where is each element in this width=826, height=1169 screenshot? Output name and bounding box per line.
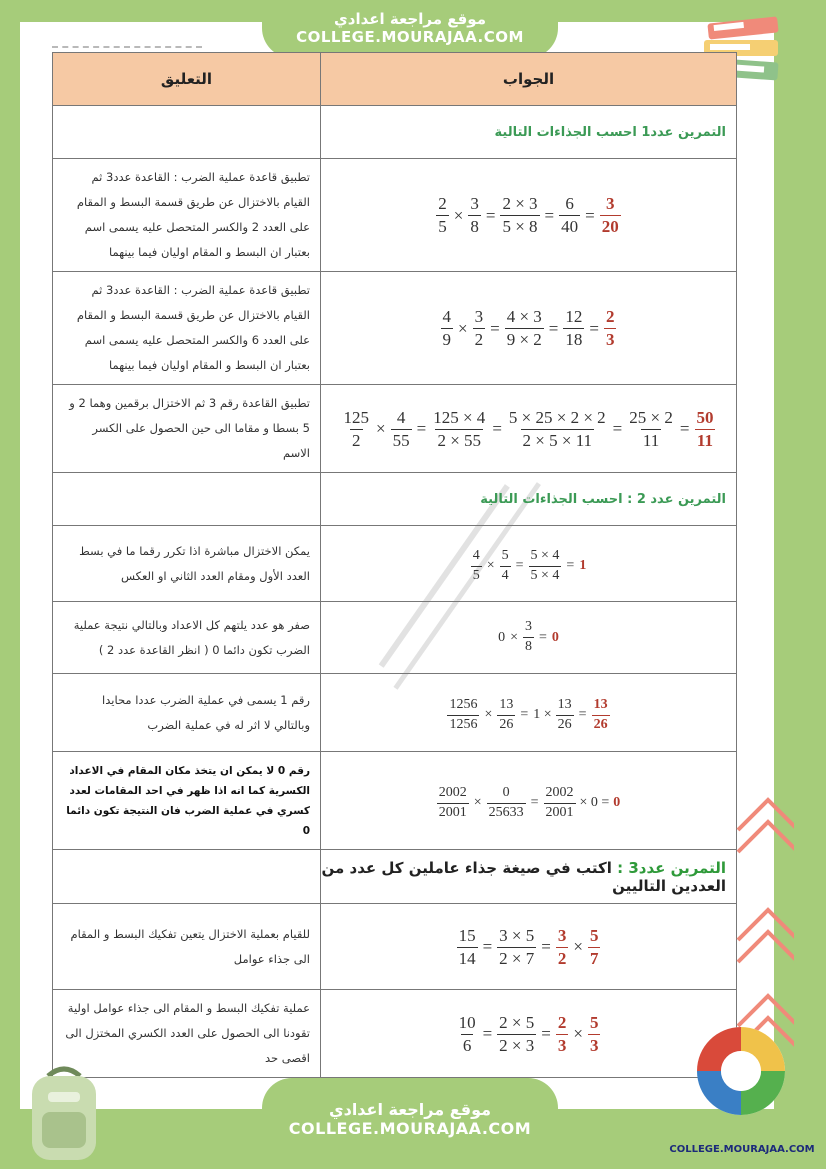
- site-domain-top[interactable]: COLLEGE.MOURAJAA.COM: [296, 28, 524, 46]
- note-row-4: يمكن الاختزال مباشرة اذا تكرر رقما ما في بسط العدد الأول ومقام العدد الثاني او العكس: [53, 526, 321, 602]
- exercise3-label: التمرين عدد3 :: [617, 858, 726, 877]
- note-row-5: صفر هو عدد يلتهم كل الاعداد وبالتالي نتيجة عملية الضرب تكون دائما 0 ( انظر القاعدة عدد 2 ): [53, 602, 321, 674]
- bottom-banner: [262, 1078, 558, 1169]
- exercise2-title: التمرين عدد 2 : احسب الجذاءات التالية: [321, 473, 737, 526]
- answer-row-8: $\frac{15}{14}$ = $\frac{3 \times 5}{2 \times 7}$ = $\frac{3}{2}$ × $\frac{5}{7}$: [321, 904, 737, 990]
- header-answer: الجواب: [321, 53, 737, 106]
- answer-row-3: $\frac{125}{2}$ × $\frac{4}{55}$ = $\frac{125 \times 4}{2 \times 55}$ = $\frac{5 \times 25 \times 2 \times 2}{2 \times 5 \times 11}$ = $\frac{25 \times 2}{11}$ = $\frac{50}{11}$: [321, 385, 737, 473]
- top-banner: [262, 0, 558, 58]
- backpack-icon: [18, 1062, 110, 1164]
- empty-cell: [53, 106, 321, 159]
- note-row-1: تطبيق قاعدة عملية الضرب : القاعدة عدد3 ثم القيام بالاختزال عن طريق قسمة البسط و المقام على العدد 2 والكسر المتحصل عليه يسمى اسم بعتبار ان البسط و المقام اوليان فيما بينهما: [53, 159, 321, 272]
- note-row-6: رقم 1 يسمى في عملية الضرب عددا محايدا وبالتالي لا اثر له في عملية الضرب: [53, 674, 321, 752]
- answer-row-4: $\frac{4}{5}$ × $\frac{5}{4}$ = $\frac{5 \times 4}{5 \times 4}$ = 1: [321, 526, 737, 602]
- exercise1-title: التمرين عدد1 احسب الجذاءات التالية: [321, 106, 737, 159]
- exercise3-text: اكتب في صيغة جذاء عاملين كل عدد من العددين التاليين: [321, 858, 726, 895]
- solutions-table: [52, 52, 737, 1078]
- site-domain-bottom[interactable]: COLLEGE.MOURAJAA.COM: [288, 1119, 532, 1138]
- header-note: التعليق: [53, 53, 321, 106]
- site-name-bottom: موقع مراجعة اعدادي: [328, 1100, 492, 1119]
- college-logo: [694, 1024, 788, 1136]
- answer-row-2: $\frac{4}{9}$ × $\frac{3}{2}$ = $\frac{4 \times 3}{9 \times 2}$ = $\frac{12}{18}$ = $\frac{2}{3}$: [321, 272, 737, 385]
- note-row-8: للقيام بعملية الاختزال يتعين تفكيك البسط و المقام الى جذاء عوامل: [53, 904, 321, 990]
- site-name-top: موقع مراجعة اعدادي: [334, 10, 486, 28]
- answer-row-6: $\frac{1256}{1256}$ × $\frac{13}{26}$ = 1 × $\frac{13}{26}$ = $\frac{13}{26}$: [321, 674, 737, 752]
- answer-row-9: $\frac{10}{6}$ = $\frac{2 \times 5}{2 \times 3}$ = $\frac{2}{3}$ × $\frac{5}{3}$: [321, 990, 737, 1078]
- answer-row-5: 0 × $\frac{3}{8}$ = 0: [321, 602, 737, 674]
- note-row-2: تطبيق قاعدة عملية الضرب : القاعدة عدد3 ثم القيام بالاختزال عن طريق قسمة البسط و المقام على العدد 6 والكسر المتحصل عليه يسمى اسم بعتبار ان البسط و المقام اوليان فيما بينهما: [53, 272, 321, 385]
- note-row-7: رقم 0 لا يمكن ان يتخذ مكان المقام في الاعداد الكسرية كما انه اذا ظهر في احد المقامات لعدد كسري في عملية الضرب فان النتيجة تكون دائما 0: [53, 752, 321, 850]
- logo-caption: COLLEGE.MOURAJAA.COM: [669, 1144, 815, 1155]
- frame-left: [0, 0, 20, 1169]
- exercise3-title: [321, 850, 737, 904]
- dashed-line: [52, 46, 202, 48]
- answer-row-7: $\frac{2002}{2001}$ × $\frac{0}{25633}$ = $\frac{2002}{2001}$ × 0 = 0: [321, 752, 737, 850]
- note-row-3: تطبيق القاعدة رقم 3 ثم الاختزال برقمين وهما 2 و 5 بسطا و مقاما الى حين الحصول على الكسر الاسم: [53, 385, 321, 473]
- answer-row-1: $\frac{2}{5}$ × $\frac{3}{8}$ = $\frac{2 \times 3}{5 \times 8}$ = $\frac{6}{40}$ = $\frac{3}{20}$: [321, 159, 737, 272]
- empty-cell: [53, 473, 321, 526]
- empty-cell: [53, 850, 321, 904]
- note-row-9: عملية تفكيك البسط و المقام الى جذاء عوامل اولية تقودنا الى الحصول على العدد الكسري المختزل الى اقصى حد: [53, 990, 321, 1078]
